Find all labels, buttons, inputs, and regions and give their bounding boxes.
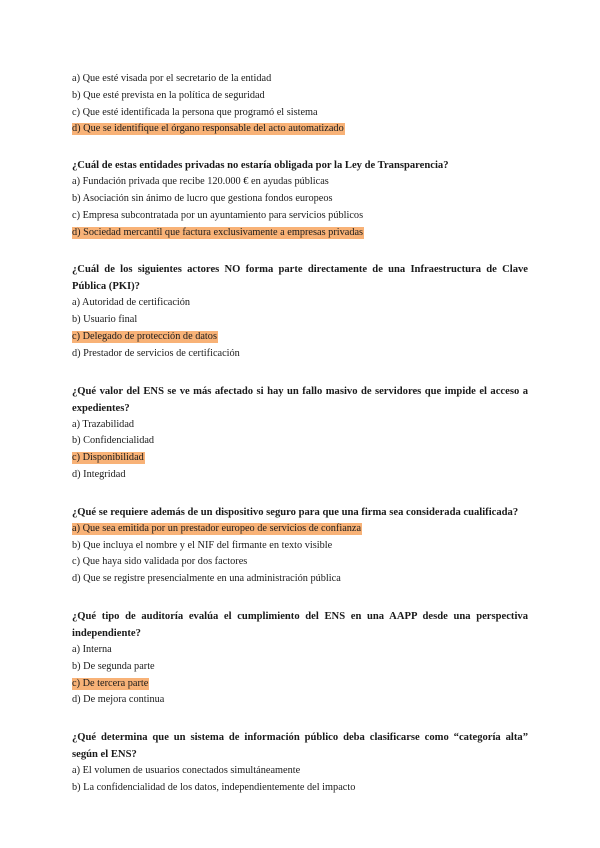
option-a-correct: a) Que sea emitida por un prestador europeo de servicios de confianza <box>72 522 362 534</box>
question-block <box>72 261 528 362</box>
option-a: a) Autoridad de certificación <box>72 297 191 309</box>
question-text: ¿Qué determina que un sistema de información público deba clasificarse como “categoría alta” según el ENS? <box>72 732 528 761</box>
option-a: a) Que esté visada por el secretario de la entidad <box>72 73 272 84</box>
option-d: d) De mejora continua <box>72 694 165 706</box>
option-c: c) Que esté identificada la persona que programó el sistema <box>72 106 318 118</box>
question-block <box>72 504 528 588</box>
option-d: d) Que se registre presencialmente en una administración pública <box>72 573 341 585</box>
option-d-correct: d) Sociedad mercantil que factura exclusivamente a empresas privadas <box>72 226 364 238</box>
option-a: a) Fundación privada que recibe 120.000 € en ayudas públicas <box>72 176 329 188</box>
question-text: ¿Cuál de estas entidades privadas no estaría obligada por la Ley de Transparencia? <box>72 160 449 172</box>
question-text: ¿Cuál de los siguientes actores NO forma parte directamente de una Infraestructura de Clave Pública (PKI)? <box>72 264 528 293</box>
option-c-correct: c) Disponibilidad <box>72 452 144 464</box>
option-b: b) Usuario final <box>72 314 138 326</box>
option-a: a) Trazabilidad <box>72 418 135 430</box>
option-c: c) Empresa subcontratada por un ayuntamiento para servicios públicos <box>72 209 364 221</box>
option-b: b) La confidencialidad de los datos, independientemente del impacto <box>72 781 356 793</box>
question-text: ¿Qué tipo de auditoría evalúa el cumplimiento del ENS en una AAPP desde una perspectiva independiente? <box>72 610 528 639</box>
question-block <box>72 383 528 484</box>
option-d: d) Integridad <box>72 468 126 480</box>
option-a: a) El volumen de usuarios conectados simultáneamente <box>72 765 301 777</box>
option-d: d) Prestador de servicios de certificación <box>72 347 240 359</box>
quiz-content <box>72 71 528 817</box>
question-text: ¿Qué se requiere además de un dispositivo seguro para que una firma sea considerada cualificada? <box>72 506 519 518</box>
question-block <box>72 608 528 709</box>
option-c: c) Que haya sido validada por dos factores <box>72 556 248 568</box>
option-b: b) Que esté prevista en la política de seguridad <box>72 89 265 101</box>
option-b: b) Asociación sin ánimo de lucro que gestiona fondos europeos <box>72 192 333 204</box>
question-block <box>72 729 528 797</box>
question-block <box>72 157 528 241</box>
option-b: b) De segunda parte <box>72 660 155 672</box>
question-block <box>72 71 528 138</box>
question-text: ¿Qué valor del ENS se ve más afectado si hay un fallo masivo de servidores que impide el acceso a expedientes? <box>72 385 528 414</box>
option-d-correct: d) Que se identifique el órgano responsable del acto automatizado <box>72 123 344 135</box>
option-c-correct: c) Delegado de protección de datos <box>72 330 217 342</box>
option-c-correct: c) De tercera parte <box>72 677 149 689</box>
option-a: a) Interna <box>72 643 112 655</box>
option-b: b) Confidencialidad <box>72 435 155 447</box>
option-b: b) Que incluya el nombre y el NIF del firmante en texto visible <box>72 539 333 551</box>
